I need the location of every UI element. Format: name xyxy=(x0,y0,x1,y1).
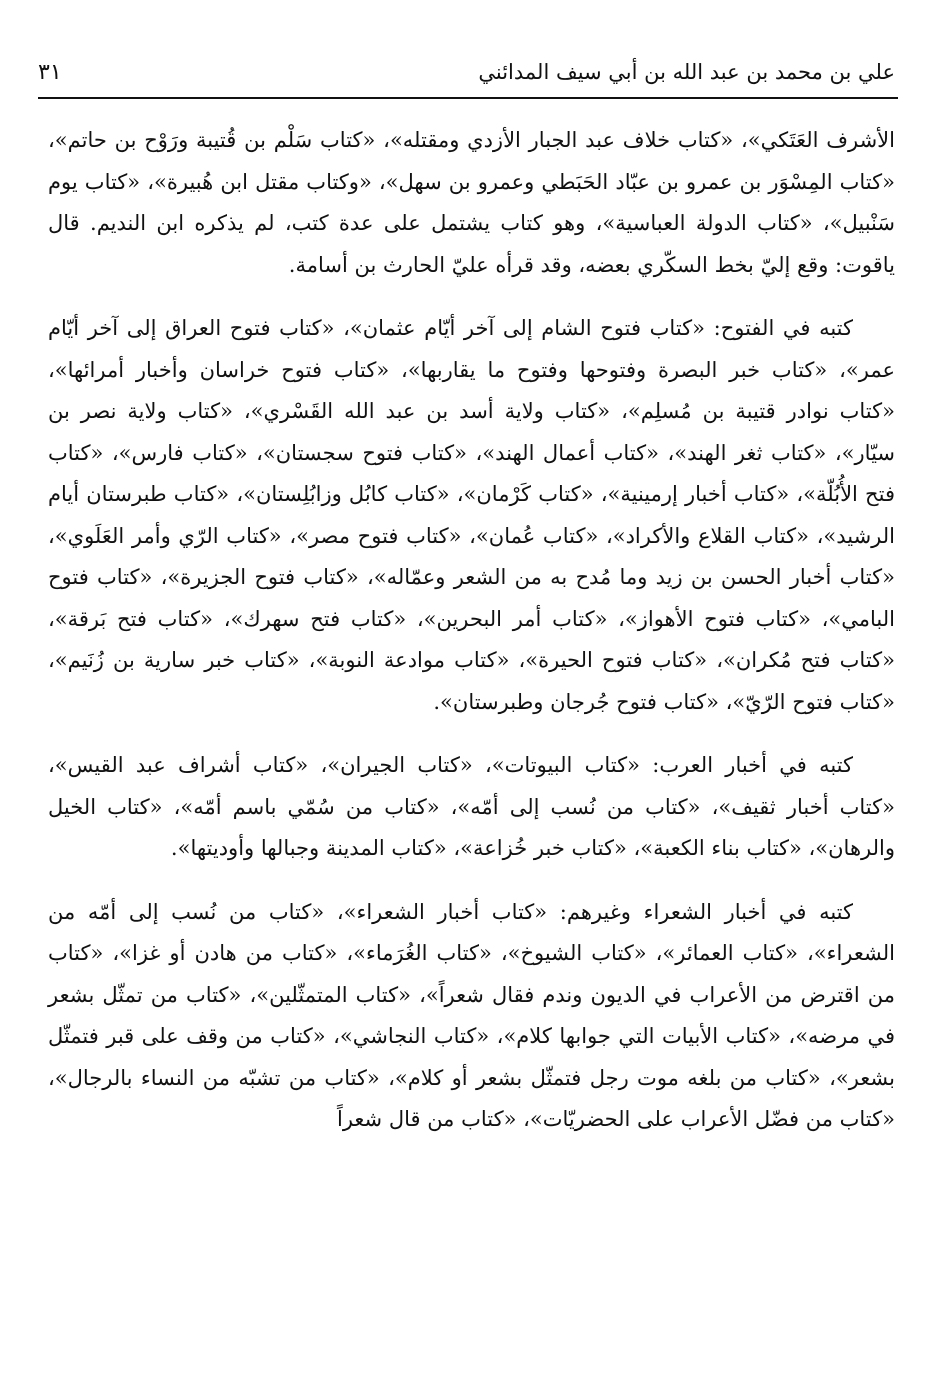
paragraph-arab-history-books: كتبه في أخبار العرب: «كتاب البيوتات»، «كتاب الجيران»، «كتاب أشراف عبد القيس»، «كتاب أخبار ثقيف»، «كتاب من نُسب إلى أمّه»، «كتاب من سُمّي باسم أمّه»، «كتاب الخيل والرهان»، «كتاب بناء الكعبة»، «كتاب خبر خُزاعة»، «كتاب المدينة وجبالها وأوديتها». xyxy=(48,753,895,860)
page-number: ٣١ xyxy=(38,59,62,85)
header-rule xyxy=(38,97,898,99)
paragraph-poets-books: كتبه في أخبار الشعراء وغيرهم: «كتاب أخبار الشعراء»، «كتاب من نُسب إلى أمّه من الشعراء»، «كتاب العمائر»، «كتاب الشيوخ»، «كتاب الغُرَماء»، «كتاب من هادن أو غزا»، «كتاب من اقترض من الأعراب في الديون وندم فقال شعراً»، «كتاب المتمثّلين»، «كتاب من تمثّل بشعر في مرضه»، «كتاب الأبيات التي جوابها كلام»، «كتاب النجاشي»، «كتاب من وقف على قبر فتمثّل بشعر»، «كتاب من بلغه موت رجل فتمثّل بشعر أو كلام»، «كتاب من تشبّه من النساء بالرجال»، «كتاب من فضّل الأعراب على الحضريّات»، «كتاب من قال شعراً xyxy=(48,899,895,1131)
paragraph-conquests-books: كتبه في الفتوح: «كتاب فتوح الشام إلى آخر أيّام عثمان»، «كتاب فتوح العراق إلى آخر أيّام عمر»، «كتاب خبر البصرة وفتوحها وفتوح ما يقاربها»، «كتاب فتوح خراسان وأخبار أمرائها»، «كتاب نوادر قتيبة بن مُسلِم»، «كتاب ولاية أسد بن عبد الله القَسْري»، «كتاب ولاية نصر بن سيّار»، «كتاب ثغر الهند»، «كتاب أعمال الهند»، «كتاب فتوح سجستان»، «كتاب فارس»، «كتاب فتح الأُبُلّة»، «كتاب أخبار إرمينية»، «كتاب كَرْمان»، «كتاب كابُل وزابُلِستان»، «كتاب طبرستان أيام الرشيد»، «كتاب القلاع والأكراد»، «كتاب عُمان»، «كتاب فتوح مصر»، «كتاب الرّي وأمر العَلَوي»، «كتاب أخبار الحسن بن زيد وما مُدح به من الشعر وعمّاله»، «كتاب فتوح الجزيرة»، «كتاب فتوح البامي»، «كتاب فتوح الأهواز»، «كتاب أمر البحرين»، «كتاب فتح سهرك»، «كتاب فتح بَرقة»، «كتاب فتح مُكران»، «كتاب فتوح الحيرة»، «كتاب موادعة النوبة»، «كتاب خبر سارية بن زُنَيم»، «كتاب فتوح الرّيّ»، «كتاب فتوح جُرجان وطبرستان». xyxy=(48,316,895,714)
running-header xyxy=(38,52,895,92)
body-text xyxy=(48,120,895,1163)
running-title: علي بن محمد بن عبد الله بن أبي سيف المدائني xyxy=(478,60,895,84)
paragraph-continuation: الأشرف العَتَكي»، «كتاب خلاف عبد الجبار الأزدي ومقتله»، «كتاب سَلْم بن قُتيبة ورَوْح بن حاتم»، «كتاب المِسْوَر بن عمرو بن عبّاد الحَبَطي وعمرو بن سهل»، «وكتاب مقتل ابن هُبيرة»، «كتاب يوم سَنْبيل»، «كتاب الدولة العباسية»، وهو كتاب يشتمل على عدة كتب، لم يذكره ابن النديم. قال ياقوت: وقع إليّ بخط السكّري بعضه، وقد قرأه عليّ الحارث بن أسامة. xyxy=(48,128,895,277)
